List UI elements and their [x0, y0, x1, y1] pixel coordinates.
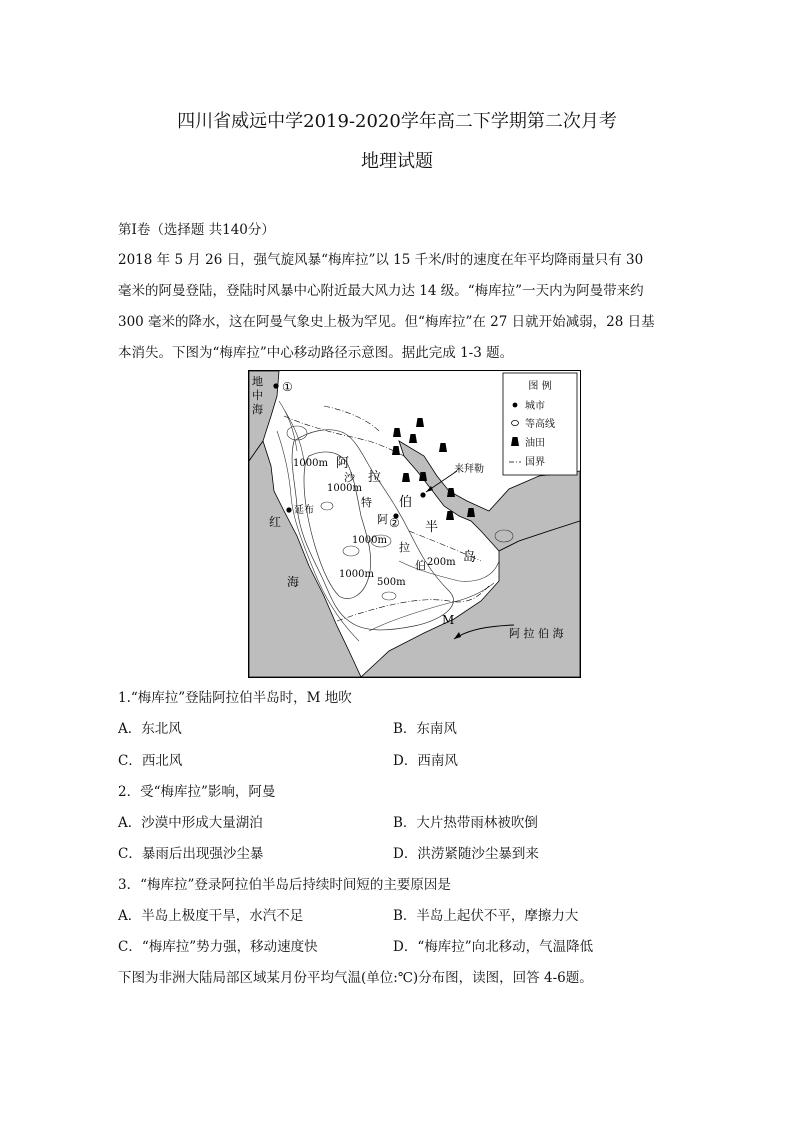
- label-sha: 沙: [344, 471, 355, 484]
- intro-line-1: 2018 年 5 月 26 日，强气旋风暴“梅库拉”以 15 千米/时的速度在年平均降雨量只有 30: [118, 252, 644, 268]
- q1-option-b[interactable]: B．东南风: [393, 721, 457, 737]
- q1-option-d[interactable]: D．西南风: [393, 753, 458, 769]
- intro-line-4: 本消失。下图为“梅库拉”中心移动路径示意图。据此完成 1-3 题。: [118, 345, 514, 361]
- city-dot-icon: [513, 403, 518, 408]
- label-1000m-c: 1000m: [352, 535, 387, 546]
- label-bo2: 伯: [415, 559, 426, 572]
- legend-contour: 等高线: [525, 419, 555, 430]
- q2-option-d[interactable]: D．洪涝紧随沙尘暴到来: [393, 846, 539, 862]
- intro-line-3: 300 毫米的降水，这在阿曼气象史上极为罕见。但“梅库拉”在 27 日就开始减弱，28 日基: [118, 314, 655, 330]
- page-title: 四川省威远中学2019-2020学年高二下学期第二次月考: [177, 111, 617, 132]
- label-red-hai: 海: [287, 575, 300, 589]
- q3-option-c[interactable]: C．“梅库拉”势力强，移动速度快: [118, 939, 318, 955]
- label-hai: 海: [252, 403, 263, 416]
- label-point-m: M: [442, 613, 455, 627]
- q3-option-b[interactable]: B．半岛上起伏不平，摩擦力大: [393, 908, 579, 924]
- q2-option-a[interactable]: A．沙漠中形成大量湖泊: [118, 815, 263, 831]
- legend-oilfield: 油田: [525, 438, 545, 449]
- label-1000m-b: 1000m: [327, 483, 362, 494]
- label-200m: 200m: [427, 557, 456, 568]
- legend-city: 城市: [525, 401, 545, 412]
- page-subtitle: 地理试题: [361, 151, 433, 172]
- city-dot-yanbu: [286, 507, 291, 512]
- label-dubai: 来拜勒: [454, 464, 484, 475]
- q1-option-a[interactable]: A．东北风: [118, 721, 182, 737]
- intro-line-2: 毫米的阿曼登陆，登陆时风暴中心附近最大风力达 14 级。“梅库拉”一天内为阿曼带来约: [118, 283, 644, 299]
- city-dot-1: [273, 383, 278, 388]
- label-a2: 阿: [377, 513, 388, 526]
- q2-option-b[interactable]: B．大片热带雨林被吹倒: [393, 815, 538, 831]
- section-heading: 第Ⅰ卷（选择题 共140分）: [118, 222, 275, 238]
- q3-option-d[interactable]: D．“梅库拉”向北移动，气温降低: [393, 939, 594, 955]
- label-red: 红: [269, 515, 282, 529]
- label-1000m-d: 1000m: [339, 569, 374, 580]
- cyclone-path-map: [248, 370, 581, 678]
- label-point-1: ①: [282, 380, 293, 394]
- q1-option-c[interactable]: C．西北风: [118, 753, 183, 769]
- label-500m: 500m: [377, 577, 406, 588]
- label-1000m-a: 1000m: [293, 458, 328, 469]
- label-yanbu: 延布: [294, 505, 314, 516]
- question-3-stem: 3．“梅库拉”登录阿拉伯半岛后持续时间短的主要原因是: [118, 877, 451, 893]
- label-bo: 伯: [399, 495, 413, 510]
- label-dao: 岛: [463, 550, 477, 565]
- label-la2: 拉: [399, 541, 410, 554]
- legend-title: 图 例: [528, 381, 552, 392]
- label-ban: 半: [425, 520, 439, 535]
- city-dot-dubai: [420, 492, 425, 497]
- label-arabian-sea: 阿 拉 伯 海: [509, 627, 564, 640]
- label-di: 地: [252, 375, 263, 388]
- label-point-2: ②: [389, 516, 400, 530]
- next-intro: 下图为非洲大陆局部区域某月份平均气温(单位:℃)分布图，读图，回答 4-6题。: [118, 970, 593, 986]
- question-1-stem: 1.“梅库拉”登陆阿拉伯半岛时，M 地吹: [118, 690, 352, 706]
- label-la: 拉: [368, 470, 382, 485]
- label-a: 阿: [336, 456, 350, 471]
- legend-border: 国界: [525, 457, 545, 468]
- q3-option-a[interactable]: A．半岛上极度干旱，水汽不足: [118, 908, 304, 924]
- label-zhong: 中: [252, 389, 263, 402]
- label-te: 特: [361, 496, 372, 509]
- question-2-stem: 2．受“梅库拉”影响，阿曼: [118, 784, 276, 800]
- q2-option-c[interactable]: C．暴雨后出现强沙尘暴: [118, 846, 264, 862]
